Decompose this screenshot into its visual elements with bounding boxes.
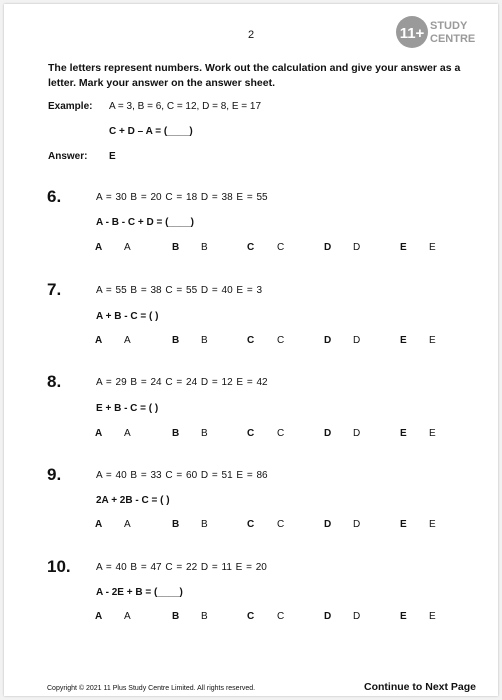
question-10-option-b-key[interactable]: B: [172, 611, 180, 622]
example-expression: C + D – A = (____): [109, 126, 193, 137]
question-6-option-a-key[interactable]: A: [95, 242, 103, 253]
question-8-option-a-value: A: [124, 428, 131, 439]
question-8-option-b-key[interactable]: B: [172, 428, 180, 439]
question-8-expression: E + B - C = ( ): [96, 403, 159, 414]
question-8-option-d-value: D: [353, 428, 361, 439]
question-7-option-a-key[interactable]: A: [95, 335, 103, 346]
logo-text-bottom: CENTRE: [430, 33, 476, 45]
question-9-option-d-value: D: [353, 519, 361, 530]
question-8-option-c-value: C: [277, 428, 285, 439]
example-label: Example:: [48, 101, 93, 112]
question-9-option-a-key[interactable]: A: [95, 519, 103, 530]
question-7-option-b-key[interactable]: B: [172, 335, 180, 346]
question-8-option-b-value: B: [201, 428, 208, 439]
question-10-option-c-key[interactable]: C: [247, 611, 255, 622]
question-9-option-d-key[interactable]: D: [324, 519, 332, 530]
question-8-option-e-value: E: [429, 428, 436, 439]
question-9-option-c-key[interactable]: C: [247, 519, 255, 530]
question-7-option-d-value: D: [353, 335, 361, 346]
page-number: 2: [247, 29, 255, 41]
question-9-option-e-key[interactable]: E: [400, 519, 407, 530]
question-8-option-d-key[interactable]: D: [324, 428, 332, 439]
question-10-option-e-key[interactable]: E: [400, 611, 407, 622]
question-6-option-d-value: D: [353, 242, 361, 253]
question-7-expression: A + B - C = ( ): [96, 311, 159, 322]
answer-label: Answer:: [48, 151, 88, 162]
question-7-option-e-key[interactable]: E: [400, 335, 407, 346]
question-9-option-a-value: A: [124, 519, 131, 530]
question-6-option-a-value: A: [124, 242, 131, 253]
question-10-option-b-value: B: [201, 611, 208, 622]
question-6-option-b-key[interactable]: B: [172, 242, 180, 253]
question-10-option-d-value: D: [353, 611, 361, 622]
question-10-expression: A - 2E + B = (____): [96, 587, 183, 598]
question-6-option-c-key[interactable]: C: [247, 242, 255, 253]
question-9-expression: 2A + 2B - C = ( ): [96, 495, 170, 506]
question-6-values: A = 30 B = 20 C = 18 D = 38 E = 55: [96, 192, 268, 203]
question-6-option-d-key[interactable]: D: [324, 242, 332, 253]
study-centre-logo: [394, 12, 476, 52]
example-values: A = 3, B = 6, C = 12, D = 8, E = 17: [109, 101, 262, 112]
question-10-number: 10.: [47, 557, 71, 576]
logo-mark: 11+: [399, 25, 425, 42]
question-9-number: 9.: [47, 465, 62, 484]
question-7-option-d-key[interactable]: D: [324, 335, 332, 346]
question-7-option-a-value: A: [124, 335, 131, 346]
question-7-option-c-key[interactable]: C: [247, 335, 255, 346]
copyright-notice: Copyright © 2021 11 Plus Study Centre Limited. All rights reserved.: [47, 685, 256, 692]
question-10-option-d-key[interactable]: D: [324, 611, 332, 622]
question-7-option-c-value: C: [277, 335, 285, 346]
question-7-values: A = 55 B = 38 C = 55 D = 40 E = 3: [96, 285, 263, 296]
question-7-number: 7.: [47, 280, 62, 299]
continue-next-page: Continue to Next Page: [364, 681, 477, 693]
question-8-values: A = 29 B = 24 C = 24 D = 12 E = 42: [96, 377, 268, 388]
example-answer: E: [109, 151, 116, 162]
question-8-option-a-key[interactable]: A: [95, 428, 103, 439]
question-6-option-e-value: E: [429, 242, 436, 253]
instructions: The letters represent numbers. Work out the calculation and give your answer as a letter. Mark your answer on the answer sheet.: [48, 62, 461, 89]
question-10-option-a-key[interactable]: A: [95, 611, 103, 622]
worksheet-page: [4, 4, 498, 696]
question-9-option-b-key[interactable]: B: [172, 519, 180, 530]
question-8-option-e-key[interactable]: E: [400, 428, 407, 439]
question-10-option-a-value: A: [124, 611, 131, 622]
question-9-option-b-value: B: [201, 519, 208, 530]
question-10-option-e-value: E: [429, 611, 436, 622]
logo-text-top: STUDY: [430, 20, 468, 32]
question-6-option-e-key[interactable]: E: [400, 242, 407, 253]
question-6-number: 6.: [47, 187, 62, 206]
question-10-values: A = 40 B = 47 C = 22 D = 11 E = 20: [96, 562, 267, 573]
question-8-option-c-key[interactable]: C: [247, 428, 255, 439]
question-6-expression: A - B - C + D = (____): [96, 217, 194, 228]
question-6-option-c-value: C: [277, 242, 285, 253]
question-6-option-b-value: B: [201, 242, 208, 253]
question-10-option-c-value: C: [277, 611, 285, 622]
question-8-number: 8.: [47, 372, 62, 391]
question-9-option-c-value: C: [277, 519, 285, 530]
question-9-values: A = 40 B = 33 C = 60 D = 51 E = 86: [96, 470, 268, 481]
question-9-option-e-value: E: [429, 519, 436, 530]
question-7-option-e-value: E: [429, 335, 436, 346]
question-7-option-b-value: B: [201, 335, 208, 346]
